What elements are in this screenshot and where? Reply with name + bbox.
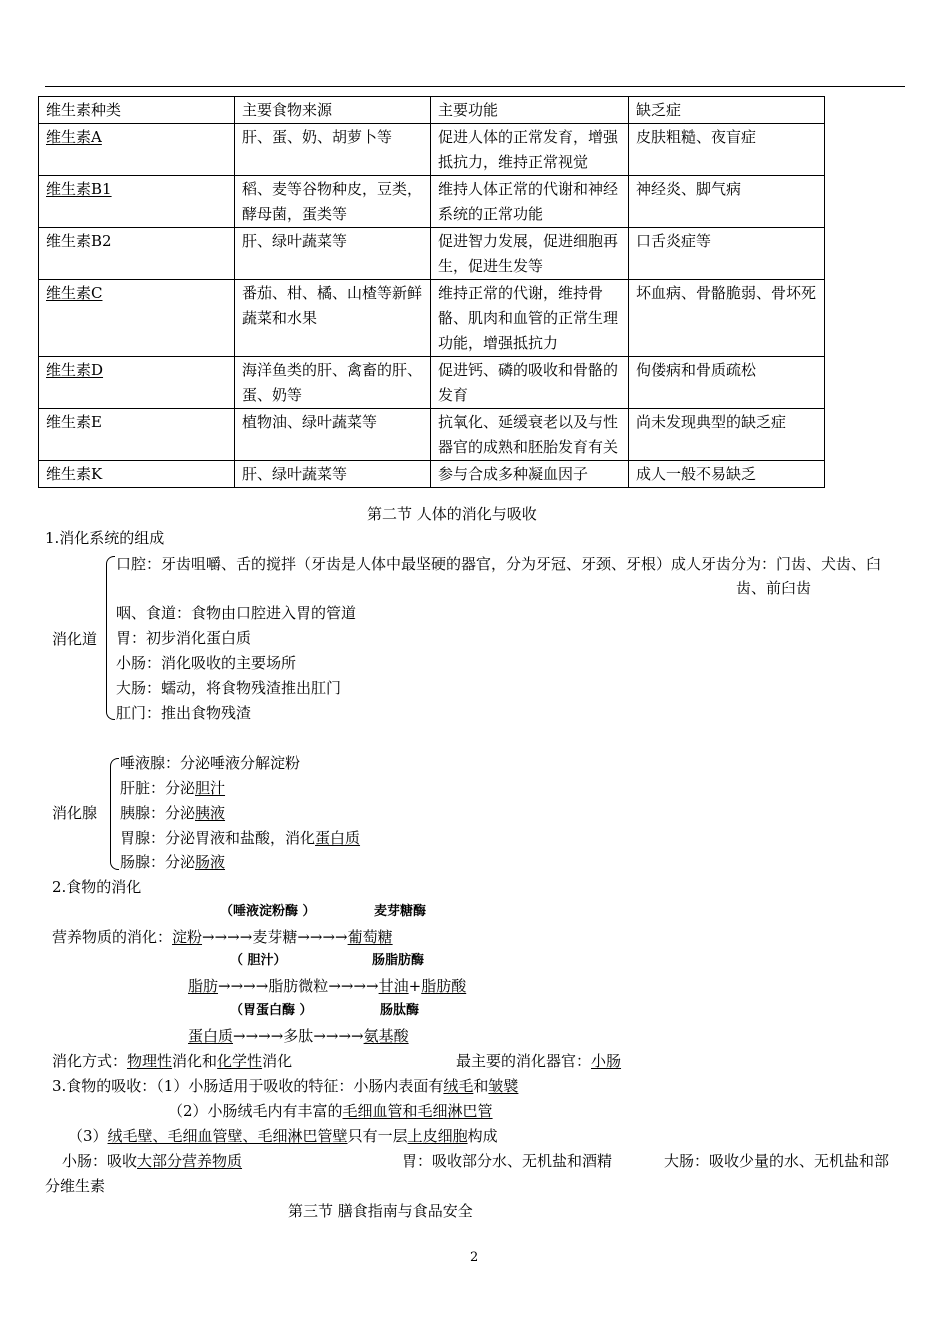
vitamin-name: 维生素B1 bbox=[46, 180, 112, 198]
tract-item: 大肠：蠕动，将食物残渣推出肛门 bbox=[116, 679, 342, 697]
vitamin-name: 维生素E bbox=[46, 413, 102, 431]
header-cell: 维生素种类 bbox=[39, 97, 235, 124]
header-cell: 主要功能 bbox=[431, 97, 629, 124]
heading-digestive-system: 1.消化系统的组成 bbox=[45, 529, 165, 547]
enzyme-label: （ 胆汁） bbox=[230, 953, 287, 968]
tract-item: 齿、前臼齿 bbox=[736, 579, 812, 597]
gland-item: 胰腺：分泌胰液 bbox=[120, 804, 226, 822]
heading-food-digestion: 2.食物的消化 bbox=[52, 878, 142, 896]
vitamin-deficiency-cell: 佝偻病和骨质疏松 bbox=[629, 357, 825, 409]
header-cell: 主要食物来源 bbox=[235, 97, 431, 124]
vitamin-name: 维生素D bbox=[46, 361, 104, 379]
table-row bbox=[39, 280, 825, 357]
main-organ-line: 最主要的消化器官：小肠 bbox=[456, 1052, 622, 1070]
vitamin-name-cell bbox=[39, 124, 235, 176]
table-row bbox=[39, 409, 825, 461]
absorption-line-5: 分维生素 bbox=[45, 1177, 106, 1195]
vitamin-function-cell: 促进人体的正常发育，增强抵抗力，维持正常视觉 bbox=[431, 124, 629, 176]
tract-item: 咽、食道：食物由口腔进入胃的管道 bbox=[116, 604, 357, 622]
vitamin-name: 维生素C bbox=[46, 284, 103, 302]
table-row bbox=[39, 124, 825, 176]
absorption-line-3: （3）绒毛壁、毛细血管壁、毛细淋巴管壁只有一层上皮细胞构成 bbox=[68, 1127, 498, 1145]
tract-item: 口腔：牙齿咀嚼、舌的搅拌（牙齿是人体中最坚硬的器官，分为牙冠、牙颈、牙根）成人牙齿分为：门齿、犬齿、臼 bbox=[116, 555, 882, 573]
vitamin-deficiency-cell: 坏血病、骨骼脆弱、骨坏死 bbox=[629, 280, 825, 357]
gland-item: 肠腺：分泌肠液 bbox=[120, 853, 226, 871]
vitamin-source-cell: 海洋鱼类的肝、禽畜的肝、蛋、奶等 bbox=[235, 357, 431, 409]
table-row bbox=[39, 461, 825, 488]
vitamin-function-cell: 促进智力发展，促进细胞再生，促进生发等 bbox=[431, 228, 629, 280]
gland-brace bbox=[110, 758, 119, 870]
absorption-small-intestine: 小肠：吸收大部分营养物质 bbox=[62, 1152, 243, 1170]
tract-label: 消化道 bbox=[52, 630, 98, 648]
vitamin-deficiency-cell: 成人一般不易缺乏 bbox=[629, 461, 825, 488]
tract-brace bbox=[106, 556, 115, 720]
gland-item: 肝脏：分泌胆汁 bbox=[120, 779, 226, 797]
vitamin-name-cell bbox=[39, 461, 235, 488]
table-row bbox=[39, 357, 825, 409]
header-cell: 缺乏症 bbox=[629, 97, 825, 124]
vitamin-deficiency-cell: 皮肤粗糙、夜盲症 bbox=[629, 124, 825, 176]
table-row bbox=[39, 176, 825, 228]
vitamin-name-cell bbox=[39, 228, 235, 280]
vitamin-function-cell: 维持人体正常的代谢和神经系统的正常功能 bbox=[431, 176, 629, 228]
starch-digestion-line: 营养物质的消化：淀粉→→→→麦芽糖→→→→葡萄糖 bbox=[52, 928, 393, 946]
vitamin-name: 维生素B2 bbox=[46, 232, 112, 250]
gland-label: 消化腺 bbox=[52, 804, 98, 822]
vitamin-name: 维生素A bbox=[46, 128, 102, 146]
vitamin-deficiency-cell: 口舌炎症等 bbox=[629, 228, 825, 280]
tract-item: 胃：初步消化蛋白质 bbox=[116, 629, 252, 647]
vitamin-function-cell: 抗氧化、延缓衰老以及与性器官的成熟和胚胎发育有关 bbox=[431, 409, 629, 461]
enzyme-label: 肠脂肪酶 bbox=[372, 953, 425, 968]
table-row bbox=[39, 228, 825, 280]
vitamin-deficiency-cell: 尚未发现典型的缺乏症 bbox=[629, 409, 825, 461]
table-header-row bbox=[39, 97, 825, 124]
absorption-large-intestine: 大肠：吸收少量的水、无机盐和部 bbox=[664, 1152, 890, 1170]
vitamin-source-cell: 稻、麦等谷物种皮，豆类，酵母菌，蛋类等 bbox=[235, 176, 431, 228]
vitamin-name-cell bbox=[39, 409, 235, 461]
vitamin-name-cell bbox=[39, 357, 235, 409]
protein-digestion-line: 蛋白质→→→→多肽→→→→氨基酸 bbox=[188, 1027, 409, 1045]
enzyme-label: 肠肽酶 bbox=[380, 1003, 420, 1018]
vitamin-source-cell: 番茄、柑、橘、山楂等新鲜蔬菜和水果 bbox=[235, 280, 431, 357]
gland-item: 唾液腺：分泌唾液分解淀粉 bbox=[120, 754, 301, 772]
vitamin-name: 维生素K bbox=[46, 465, 103, 483]
vitamin-name-cell bbox=[39, 176, 235, 228]
vitamin-source-cell: 肝、绿叶蔬菜等 bbox=[235, 461, 431, 488]
vitamin-source-cell: 植物油、绿叶蔬菜等 bbox=[235, 409, 431, 461]
fat-digestion-line: 脂肪→→→→脂肪微粒→→→→甘油+脂肪酸 bbox=[188, 977, 467, 995]
enzyme-label: （胃蛋白酶 ） bbox=[230, 1003, 313, 1018]
absorption-stomach: 胃：吸收部分水、无机盐和酒精 bbox=[402, 1152, 613, 1170]
vitamin-function-cell: 维持正常的代谢，维持骨骼、肌肉和血管的正常生理功能，增强抵抗力 bbox=[431, 280, 629, 357]
vitamin-source-cell: 肝、蛋、奶、胡萝卜等 bbox=[235, 124, 431, 176]
tract-item: 小肠：消化吸收的主要场所 bbox=[116, 654, 297, 672]
vitamin-table bbox=[38, 96, 825, 488]
vitamin-function-cell: 促进钙、磷的吸收和骨骼的发育 bbox=[431, 357, 629, 409]
absorption-line-1: 3.食物的吸收：（1）小肠适用于吸收的特征：小肠内表面有绒毛和皱襞 bbox=[52, 1077, 519, 1095]
section-title: 第三节 膳食指南与食品安全 bbox=[288, 1202, 473, 1220]
absorption-line-2: （2）小肠绒毛内有丰富的毛细血管和毛细淋巴管 bbox=[168, 1102, 493, 1120]
vitamin-name-cell bbox=[39, 280, 235, 357]
gland-item: 胃腺：分泌胃液和盐酸，消化蛋白质 bbox=[120, 829, 361, 847]
vitamin-source-cell: 肝、绿叶蔬菜等 bbox=[235, 228, 431, 280]
tract-item: 肛门：推出食物残渣 bbox=[116, 704, 252, 722]
vitamin-deficiency-cell: 神经炎、脚气病 bbox=[629, 176, 825, 228]
page-number: 2 bbox=[470, 1250, 479, 1265]
vitamin-function-cell: 参与合成多种凝血因子 bbox=[431, 461, 629, 488]
enzyme-label: 麦芽糖酶 bbox=[374, 904, 427, 919]
section-title: 第二节 人体的消化与吸收 bbox=[367, 505, 537, 523]
header-rule bbox=[45, 86, 905, 87]
digestion-method-line: 消化方式：物理性消化和化学性消化 bbox=[52, 1052, 293, 1070]
enzyme-label: （唾液淀粉酶 ） bbox=[220, 904, 316, 919]
